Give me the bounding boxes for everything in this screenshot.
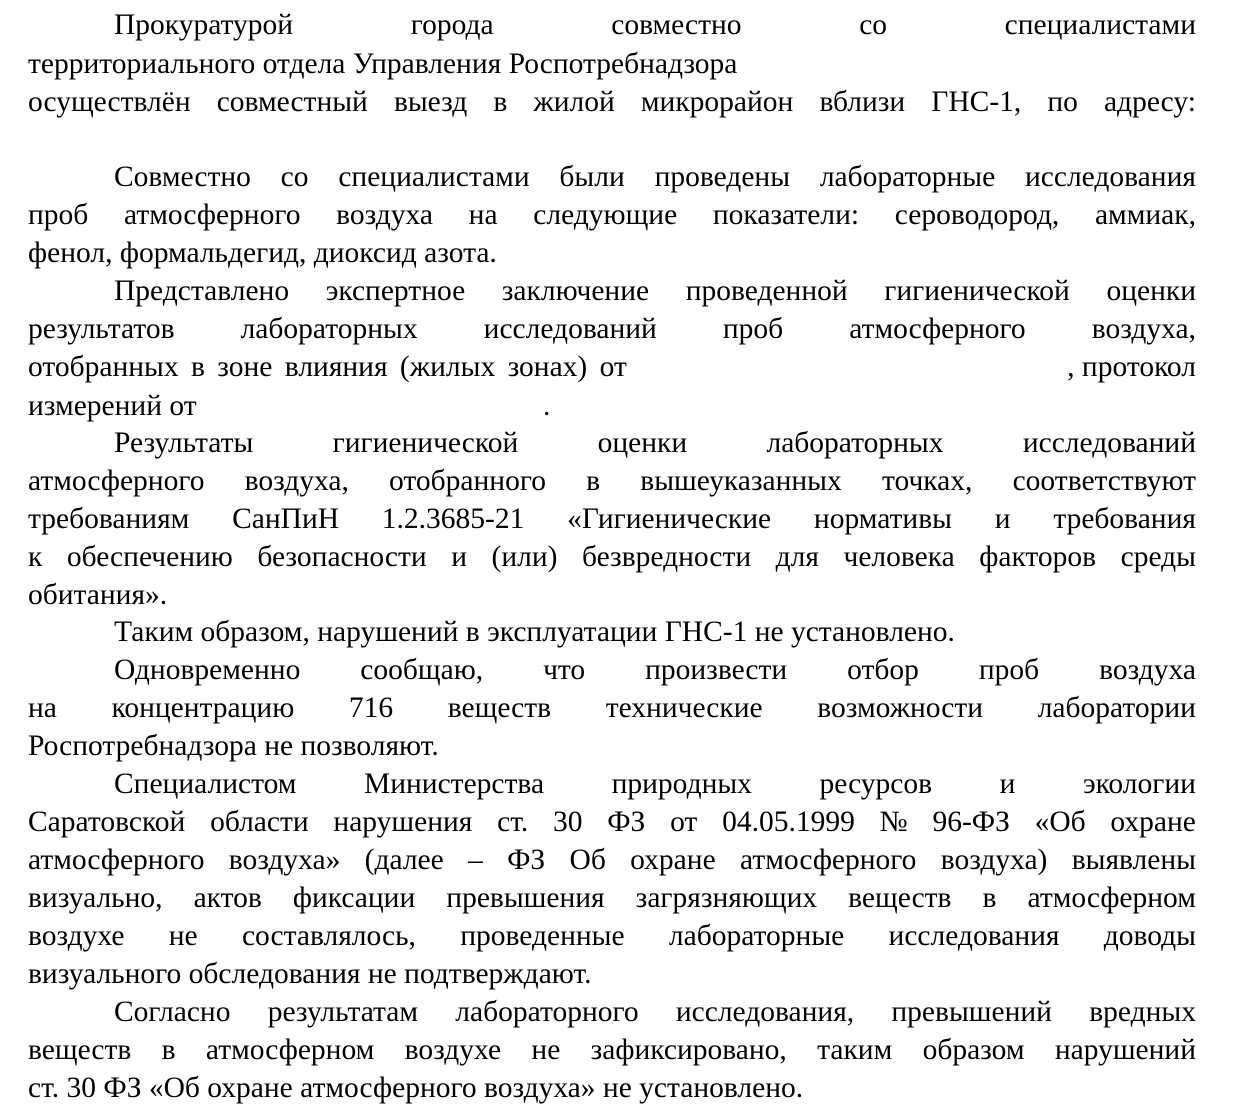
word: следующие xyxy=(533,199,678,231)
word: со xyxy=(280,161,309,193)
word: в xyxy=(586,465,601,497)
word: микрорайон xyxy=(640,86,794,118)
word: СанПиН xyxy=(232,503,340,535)
word: Представлено xyxy=(114,275,290,307)
word: города xyxy=(410,9,494,41)
word: ГНС-1, xyxy=(931,86,1022,118)
paragraph-6-line-1 xyxy=(114,651,1196,689)
paragraph-2-line-2 xyxy=(28,196,1196,234)
paragraph-8-line-1 xyxy=(114,993,1196,1031)
word: веществ xyxy=(447,692,552,724)
word: атмосферного xyxy=(849,313,1026,345)
word: требования xyxy=(1053,503,1196,535)
paragraph-7-line-4 xyxy=(28,879,1196,917)
word: точках, xyxy=(881,465,973,497)
word: произвести xyxy=(645,654,788,686)
word: сероводород, xyxy=(894,199,1060,231)
word: и xyxy=(994,503,1011,535)
word: и xyxy=(451,541,467,573)
paragraph-3-line-3-text: отобранных в зоне влияния (жилых зонах) от xyxy=(28,351,627,383)
word: специалистами xyxy=(1004,9,1196,41)
word: визуально, xyxy=(28,882,163,914)
word: проведены xyxy=(654,161,791,193)
word: 96-ФЗ xyxy=(932,806,1010,838)
paragraph-3-line-4-period: . xyxy=(543,390,551,422)
word: со xyxy=(859,9,888,41)
word: совместный xyxy=(216,86,368,118)
word: составлялось, xyxy=(241,920,416,952)
word: оценки xyxy=(597,427,688,459)
paragraph-5-line-1: Таким образом, нарушений в эксплуатации ГНС-1 не установлено. xyxy=(114,616,955,648)
word: проведенные xyxy=(460,920,625,952)
word: исследований xyxy=(1022,427,1196,459)
word: воздуха xyxy=(336,199,433,231)
word: проб xyxy=(722,313,784,345)
word: воздуха xyxy=(1099,654,1196,686)
paragraph-4-line-1 xyxy=(114,424,1196,462)
word: атмосферном xyxy=(205,1034,375,1066)
paragraph-2-line-1 xyxy=(114,158,1196,196)
word: нарушения xyxy=(333,806,473,838)
word: для xyxy=(775,541,819,573)
word: нормативы xyxy=(813,503,952,535)
word: ФЗ xyxy=(607,806,646,838)
word: образом xyxy=(922,1034,1025,1066)
word: что xyxy=(543,654,586,686)
word: 04.05.1999 xyxy=(722,806,855,838)
paragraph-3-line-4-text: измерений от xyxy=(28,390,197,422)
word: специалистами xyxy=(338,161,530,193)
word: «Об xyxy=(1034,806,1086,838)
paragraph-3-line-2 xyxy=(28,310,1196,348)
word: лабораторных xyxy=(240,313,418,345)
word: в xyxy=(493,86,508,118)
word: загрязняющих xyxy=(635,882,818,914)
word: отобранного xyxy=(389,465,546,497)
word: на xyxy=(28,692,57,724)
paragraph-4-line-4 xyxy=(28,538,1196,576)
paragraph-3-line-3-tail: , протокол xyxy=(1067,351,1196,383)
word: к xyxy=(28,541,43,573)
word: результатов xyxy=(28,313,175,345)
paragraph-4-line-2 xyxy=(28,462,1196,500)
word: Саратовской xyxy=(28,806,186,838)
word: актов xyxy=(193,882,262,914)
word: выявлены xyxy=(1071,844,1196,876)
word: лаборатории xyxy=(1037,692,1196,724)
word: безопасности xyxy=(257,541,427,573)
paragraph-4-line-5: обитания». xyxy=(28,579,168,611)
word: факторов xyxy=(979,541,1097,573)
word: и xyxy=(999,768,1016,800)
word: Прокуратурой xyxy=(114,9,294,41)
word: природных xyxy=(611,768,752,800)
word: сообщаю, xyxy=(360,654,484,686)
word: технические xyxy=(605,692,763,724)
word: воздуха, xyxy=(1091,313,1196,345)
paragraph-4-line-3 xyxy=(28,500,1196,538)
word: оценки xyxy=(1106,275,1196,307)
word: воздухе xyxy=(404,1034,502,1066)
word: Согласно xyxy=(114,996,231,1028)
word: безвредности xyxy=(581,541,752,573)
word: вредных xyxy=(1089,996,1196,1028)
paragraph-1-line-1 xyxy=(114,6,1196,44)
word: проб xyxy=(28,199,89,231)
word: веществ xyxy=(28,1034,132,1066)
word: вблизи xyxy=(819,86,906,118)
word: выезд xyxy=(393,86,468,118)
word: 1.2.3685-21 xyxy=(381,503,525,535)
word: воздуха) xyxy=(940,844,1048,876)
word: совместно xyxy=(611,9,742,41)
word: в xyxy=(161,1034,176,1066)
word: были xyxy=(559,161,625,193)
word: ст. xyxy=(497,806,529,838)
word: Министерства xyxy=(364,768,545,800)
word: человека xyxy=(843,541,955,573)
word: от xyxy=(670,806,698,838)
word: (далее xyxy=(364,844,444,876)
paragraph-8-line-2 xyxy=(28,1031,1196,1069)
word: экологии xyxy=(1082,768,1196,800)
word: среды xyxy=(1120,541,1196,573)
word: воздухе xyxy=(28,920,125,952)
word: результатам xyxy=(267,996,419,1028)
word: (или) xyxy=(491,541,558,573)
paragraph-3-line-4 xyxy=(28,387,1196,425)
paragraph-1-line-3 xyxy=(28,83,1196,121)
word: по xyxy=(1047,86,1078,118)
paragraph-7-line-1 xyxy=(114,765,1196,803)
paragraph-8-line-3: ст. 30 ФЗ «Об охране атмосферного воздуха» не установлено. xyxy=(28,1072,804,1104)
word: возможности xyxy=(817,692,984,724)
paragraph-7-line-2 xyxy=(28,803,1196,841)
paragraph-7-line-3 xyxy=(28,841,1196,879)
word: исследования xyxy=(888,920,1060,952)
word: лабораторных xyxy=(766,427,944,459)
word: 30 xyxy=(553,806,583,838)
word: веществ xyxy=(848,882,952,914)
word: в xyxy=(982,882,997,914)
word: проб xyxy=(978,654,1040,686)
word: исследований xyxy=(483,313,657,345)
word: аммиак, xyxy=(1094,199,1196,231)
word: превышения xyxy=(446,882,605,914)
word: исследования xyxy=(1024,161,1196,193)
word: атмосферного xyxy=(28,844,205,876)
word: заключение xyxy=(501,275,650,307)
word: доводы xyxy=(1103,920,1196,952)
word: зафиксировано, xyxy=(590,1034,787,1066)
word: нарушений xyxy=(1054,1034,1196,1066)
paragraph-3-line-3 xyxy=(28,348,1196,386)
word: охране xyxy=(1110,806,1196,838)
word: не xyxy=(531,1034,561,1066)
paragraph-7-line-5 xyxy=(28,917,1196,955)
word: – xyxy=(468,844,483,876)
word: воздуха, xyxy=(244,465,349,497)
word: 716 xyxy=(348,692,394,724)
word: лабораторного xyxy=(455,996,639,1028)
word: воздуха» xyxy=(228,844,341,876)
word: показатели: xyxy=(712,199,860,231)
word: охране xyxy=(630,844,716,876)
word: проведенной xyxy=(685,275,848,307)
word: вышеуказанных xyxy=(640,465,842,497)
word: жилой xyxy=(533,86,615,118)
word: не xyxy=(168,920,198,952)
word: концентрацию xyxy=(111,692,295,724)
paragraph-6-line-2 xyxy=(28,689,1196,727)
word: лабораторные xyxy=(819,161,996,193)
word: Результаты xyxy=(114,427,254,459)
paragraph-7-line-6: визуального обследования не подтверждают. xyxy=(28,958,592,990)
word: гигиенической xyxy=(884,275,1070,307)
word: атмосферного xyxy=(124,199,301,231)
word: обеспечению xyxy=(66,541,233,573)
paragraph-2-line-3: фенол, формальдегид, диоксид азота. xyxy=(28,237,497,269)
word: исследования, xyxy=(675,996,855,1028)
word: атмосферном xyxy=(1027,882,1196,914)
word: Совместно xyxy=(114,161,251,193)
word: на xyxy=(468,199,498,231)
word: соответствуют xyxy=(1012,465,1196,497)
word: осуществлён xyxy=(28,86,191,118)
word: ресурсов xyxy=(819,768,933,800)
word: атмосферного xyxy=(28,465,205,497)
word: адресу: xyxy=(1103,86,1196,118)
word: атмосферного xyxy=(739,844,917,876)
word: Об xyxy=(569,844,606,876)
paragraph-3-line-1 xyxy=(114,272,1196,310)
word: гигиенической xyxy=(332,427,519,459)
word: таким xyxy=(817,1034,893,1066)
word: фиксации xyxy=(292,882,416,914)
word: Одновременно xyxy=(114,654,301,686)
word: превышений xyxy=(891,996,1052,1028)
word: отбор xyxy=(847,654,919,686)
word: требованиям xyxy=(28,503,190,535)
word: области xyxy=(210,806,309,838)
word: лабораторные xyxy=(668,920,845,952)
paragraph-6-line-3: Роспотребнадзора не позволяют. xyxy=(28,730,439,762)
word: ФЗ xyxy=(507,844,546,876)
word: № xyxy=(879,806,908,838)
word: Специалистом xyxy=(114,768,297,800)
paragraph-1-line-2: территориального отдела Управления Роспотребнадзора xyxy=(28,48,738,80)
word: «Гигиенические xyxy=(567,503,772,535)
word: экспертное xyxy=(325,275,466,307)
